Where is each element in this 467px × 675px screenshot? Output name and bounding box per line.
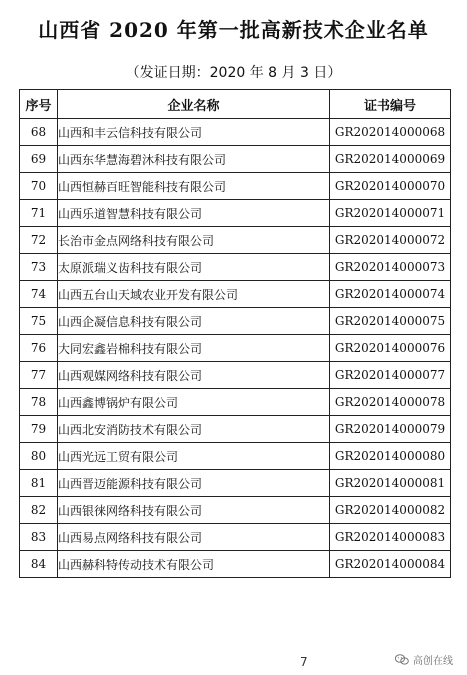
company-name-cell: 山西北安消防技术有限公司 [58,416,330,443]
serial-number-cell: 84 [20,551,58,578]
watermark-text: 高创在线 [413,656,453,667]
table-row [20,470,451,497]
certificate-number-cell: GR202014000071 [330,200,451,227]
company-name-cell: 长治市金点网络科技有限公司 [58,227,330,254]
table-header-row [20,90,451,119]
serial-number-cell: 82 [20,497,58,524]
serial-number-cell: 74 [20,281,58,308]
serial-number-cell: 72 [20,227,58,254]
serial-number-cell: 75 [20,308,58,335]
certificate-number-cell: GR202014000082 [330,497,451,524]
table-row [20,497,451,524]
company-name-cell: 山西和丰云信科技有限公司 [58,119,330,146]
page-number: 7 [300,655,308,669]
company-name-cell: 山西赫科特传动技术有限公司 [58,551,330,578]
company-name-cell: 山西五台山天域农业开发有限公司 [58,281,330,308]
table-body [20,119,451,578]
certificate-number-cell: GR202014000070 [330,173,451,200]
certificate-number-cell: GR202014000077 [330,362,451,389]
header-company-name: 企业名称 [58,90,330,119]
table-row [20,443,451,470]
company-name-cell: 山西晋迈能源科技有限公司 [58,470,330,497]
certificate-number-cell: GR202014000072 [330,227,451,254]
certificate-number-cell: GR202014000079 [330,416,451,443]
table-row [20,335,451,362]
serial-number-cell: 76 [20,335,58,362]
table-row [20,389,451,416]
company-name-cell: 山西观媒网络科技有限公司 [58,362,330,389]
table-row [20,200,451,227]
wechat-icon [395,654,409,665]
serial-number-cell: 78 [20,389,58,416]
serial-number-cell: 81 [20,470,58,497]
serial-number-cell: 69 [20,146,58,173]
serial-number-cell: 80 [20,443,58,470]
certificate-number-cell: GR202014000083 [330,524,451,551]
issue-date-subtitle: （发证日期：2020 年 8 月 3 日） [125,65,342,81]
table-row [20,254,451,281]
company-name-cell: 山西光远工贸有限公司 [58,443,330,470]
company-name-cell: 山西东华慧海碧沐科技有限公司 [58,146,330,173]
serial-number-cell: 77 [20,362,58,389]
serial-number-cell: 68 [20,119,58,146]
certificate-number-cell: GR202014000081 [330,470,451,497]
header-serial-number: 序号 [20,90,58,119]
certificate-number-cell: GR202014000078 [330,389,451,416]
table-row [20,227,451,254]
company-name-cell: 太原派瑞义齿科技有限公司 [58,254,330,281]
serial-number-cell: 83 [20,524,58,551]
certificate-number-cell: GR202014000069 [330,146,451,173]
table-row [20,416,451,443]
serial-number-cell: 79 [20,416,58,443]
table-row [20,362,451,389]
serial-number-cell: 70 [20,173,58,200]
company-name-cell: 大同宏鑫岩棉科技有限公司 [58,335,330,362]
table-row [20,146,451,173]
company-name-cell: 山西乐道智慧科技有限公司 [58,200,330,227]
document-title: 山西省 2020 年第一批高新技术企业名单 [38,18,429,42]
certificate-number-cell: GR202014000075 [330,308,451,335]
watermark [395,652,453,667]
table-row [20,173,451,200]
header-certificate-number: 证书编号 [330,90,451,119]
serial-number-cell: 73 [20,254,58,281]
certificate-number-cell: GR202014000080 [330,443,451,470]
company-name-cell: 山西恒赫百旺智能科技有限公司 [58,173,330,200]
company-name-cell: 山西企凝信息科技有限公司 [58,308,330,335]
serial-number-cell: 71 [20,200,58,227]
enterprise-table [19,89,451,578]
table-row [20,119,451,146]
table-row [20,308,451,335]
table-row [20,524,451,551]
table-row [20,281,451,308]
company-name-cell: 山西易点网络科技有限公司 [58,524,330,551]
certificate-number-cell: GR202014000073 [330,254,451,281]
certificate-number-cell: GR202014000068 [330,119,451,146]
company-name-cell: 山西鑫博锅炉有限公司 [58,389,330,416]
table-row [20,551,451,578]
certificate-number-cell: GR202014000074 [330,281,451,308]
certificate-number-cell: GR202014000084 [330,551,451,578]
certificate-number-cell: GR202014000076 [330,335,451,362]
company-name-cell: 山西银徕网络科技有限公司 [58,497,330,524]
